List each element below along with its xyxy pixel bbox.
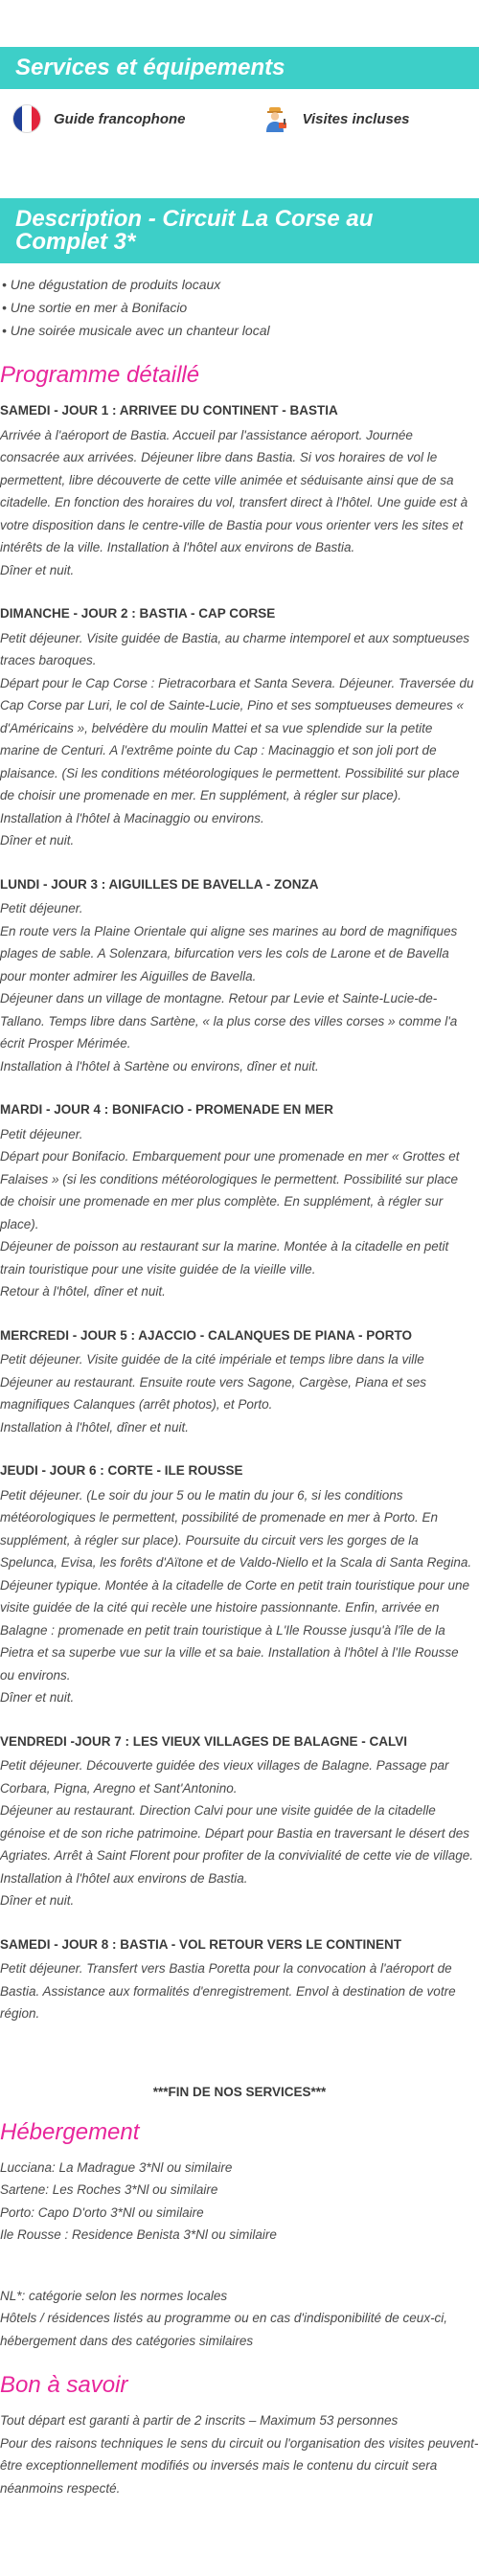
day-description: Petit déjeuner. (Le soir du jour 5 ou le matin du jour 6, si les conditions météorologiques le permettent, possibilité de promenade en mer à Porto. En supplément, à régler sur place). Poursuite du circuit vers les gorges de la Spelunca, Evisa, les forêts d'Aïtone et de Valdo-Niello et la Scala di Santa Regina. Déjeuner typique. Montée à la citadelle de Corte en petit train touristique pour une visite guidée de la cité qui recèle une histoire passionnante. Enfin, arrivée en Balagne : promenade en petit train touristique à L'Ile Rousse jusqu'à l'île de la Pietra et sa superbe vue sur la ville et sa baie. Installation à l'hôtel à l'Ile Rousse ou environs. Dîner et nuit. bbox=[0, 1487, 472, 1705]
day-block bbox=[0, 1933, 479, 2025]
day-block bbox=[0, 602, 479, 852]
day-title: SAMEDI - JOUR 1 : ARRIVEE DU CONTINENT - BASTIA bbox=[0, 403, 338, 418]
day-description: Arrivée à l'aéroport de Bastia. Accueil par l'assistance aéroport. Journée consacrée aux arrivées. Déjeuner libre dans Bastia. Si vos horaires de vol le permettent, libre découverte de cette ville animée et séduisante ainsi que de sa citadelle. En fonction des horaires du vol, transfert direct à l'hôtel. Une guide est à votre disposition dans le centre-ville de Bastia pour vous orienter vers les sites et intérêts de la ville. Installation à l'hôtel aux environs de Bastia. Dîner et nuit. bbox=[0, 427, 468, 577]
day-block bbox=[0, 1324, 479, 1439]
day-title: MARDI - JOUR 4 : BONIFACIO - PROMENADE EN MER bbox=[0, 1102, 334, 1117]
day-title: JEUDI - JOUR 6 : CORTE - ILE ROUSSE bbox=[0, 1463, 243, 1478]
list-item: • Une soirée musicale avec un chanteur local bbox=[2, 323, 270, 338]
day-description: Petit déjeuner. Transfert vers Bastia Poretta pour la convocation à l'aéroport de Bastia. Assistance aux formalités d'enregistrement. Envol à destination de votre région. bbox=[0, 1961, 456, 2021]
service-item-guide bbox=[13, 105, 186, 132]
day-title: SAMEDI - JOUR 8 : BASTIA - VOL RETOUR VERS LE CONTINENT bbox=[0, 1936, 402, 1952]
services-row bbox=[0, 89, 479, 148]
bon-a-savoir-text: Tout départ est garanti à partir de 2 inscrits – Maximum 53 personnes Pour des raisons techniques le sens du circuit ou l'organisation des visites peuvent-être exceptionnellement modifiés ou inversés mais le contenu du circuit sera néanmoins respecté. bbox=[0, 2413, 479, 2496]
day-title: MERCREDI - JOUR 5 : AJACCIO - CALANQUES DE PIANA - PORTO bbox=[0, 1327, 413, 1343]
services-banner: Services et équipements bbox=[0, 47, 479, 89]
list-item: • Une dégustation de produits locaux bbox=[2, 277, 221, 292]
day-block bbox=[0, 1459, 479, 1709]
end-of-services-note: ***FIN DE NOS SERVICES*** bbox=[152, 2084, 327, 2099]
programme-heading: Programme détaillé bbox=[0, 362, 200, 388]
description-banner: Description - Circuit La Corse au Complet 3* bbox=[0, 198, 479, 263]
list-item: • Une sortie en mer à Bonifacio bbox=[2, 300, 188, 315]
day-title: LUNDI - JOUR 3 : AIGUILLES DE BAVELLA - ZONZA bbox=[0, 876, 319, 892]
bon-a-savoir-heading: Bon à savoir bbox=[0, 2372, 128, 2398]
hebergement-heading: Hébergement bbox=[0, 2118, 140, 2145]
day-description: Petit déjeuner. Départ pour Bonifacio. Embarquement pour une promenade en mer « Grottes et Falaises » (si les conditions météorologiques le permettent. Possibilité sur place de choisir une promenade en mer plus complète. En supplément, à régler sur place). Déjeuner de poisson au restaurant sur la marine. Montée à la citadelle en petit train touristique pour une visite guidée de la vieille ville. Retour à l'hôtel, dîner et nuit. bbox=[0, 1126, 460, 1299]
day-title: DIMANCHE - JOUR 2 : BASTIA - CAP CORSE bbox=[0, 606, 276, 621]
day-block bbox=[0, 1730, 479, 1912]
day-block bbox=[0, 873, 479, 1078]
service-label: Guide francophone bbox=[54, 110, 186, 127]
day-description: Petit déjeuner. Visite guidée de Bastia, au charme intemporel et aux somptueuses traces baroques. Départ pour le Cap Corse : Pietracorbara et Santa Severa. Déjeuner. Traversée du Cap Corse par Luri, le col de Sainte-Lucie, Pino et ses somptueuses demeures « d'Américains », belvédère du moulin Mattei et sa vue splendide sur la petite marine de Centuri. A l'extrême pointe du Cap : Macinaggio et son joli port de plaisance. (Si les conditions météorologiques le permettent. Possibilité sur place de choisir une promenade en mer. En supplément, à régler sur place). Installation à l'hôtel à Macinaggio ou environs. Dîner et nuit. bbox=[0, 630, 474, 847]
hotel-list: Lucciana: La Madrague 3*Nl ou similaire Sartene: Les Roches 3*Nl ou similaire Porto: Capo D'orto 3*Nl ou similaire Ile Rousse : Residence Benista 3*Nl ou similaire bbox=[0, 2159, 277, 2242]
day-title: VENDREDI -JOUR 7 : LES VIEUX VILLAGES DE BALAGNE - CALVI bbox=[0, 1733, 408, 1749]
day-description: Petit déjeuner. Découverte guidée des vieux villages de Balagne. Passage par Corbara, Pigna, Aregno et Sant'Antonino. Déjeuner au restaurant. Direction Calvi pour une visite guidée de la citadelle génoise et de son riche patrimoine. Départ pour Bastia en traversant le désert des Agriates. Arrêt à Saint Florent pour profiter de la convivialité de cette vie de village. Installation à l'hôtel aux environs de Bastia. Dîner et nuit. bbox=[0, 1758, 474, 1908]
day-description: Petit déjeuner. Visite guidée de la cité impériale et temps libre dans la ville Déjeuner au restaurant. Ensuite route vers Sagone, Cargèse, Piana et ses magnifiques Calanques (arrêt photos), et Porto. Installation à l'hôtel, dîner et nuit. bbox=[0, 1352, 427, 1435]
day-block bbox=[0, 1098, 479, 1303]
french-flag-icon bbox=[13, 105, 40, 132]
service-item-visits bbox=[261, 104, 410, 133]
day-description: Petit déjeuner. En route vers la Plaine Orientale qui aligne ses marines au bord de magnifiques plages de sable. A Solenzara, bifurcation vers les cols de Larone et de Bavella pour monter admirer les Aiguilles de Bavella. Déjeuner dans un village de montagne. Retour par Levie et Sainte-Lucie-de-Tallano. Temps libre dans Sartène, « la plus corse des villes corses » comme l'a écrit Prosper Mérimée. Installation à l'hôtel à Sartène ou environs, dîner et nuit. bbox=[0, 901, 458, 1073]
hotel-category-note: NL*: catégorie selon les normes locales Hôtels / résidences listés au programme ou en cas d'indisponibilité de ceux-ci, hébergement dans des catégories similaires bbox=[0, 2288, 448, 2348]
tour-guide-icon bbox=[261, 104, 289, 133]
programme-days bbox=[0, 399, 479, 2025]
service-label: Visites incluses bbox=[302, 110, 410, 127]
highlights-list bbox=[0, 263, 479, 342]
day-block bbox=[0, 399, 479, 581]
